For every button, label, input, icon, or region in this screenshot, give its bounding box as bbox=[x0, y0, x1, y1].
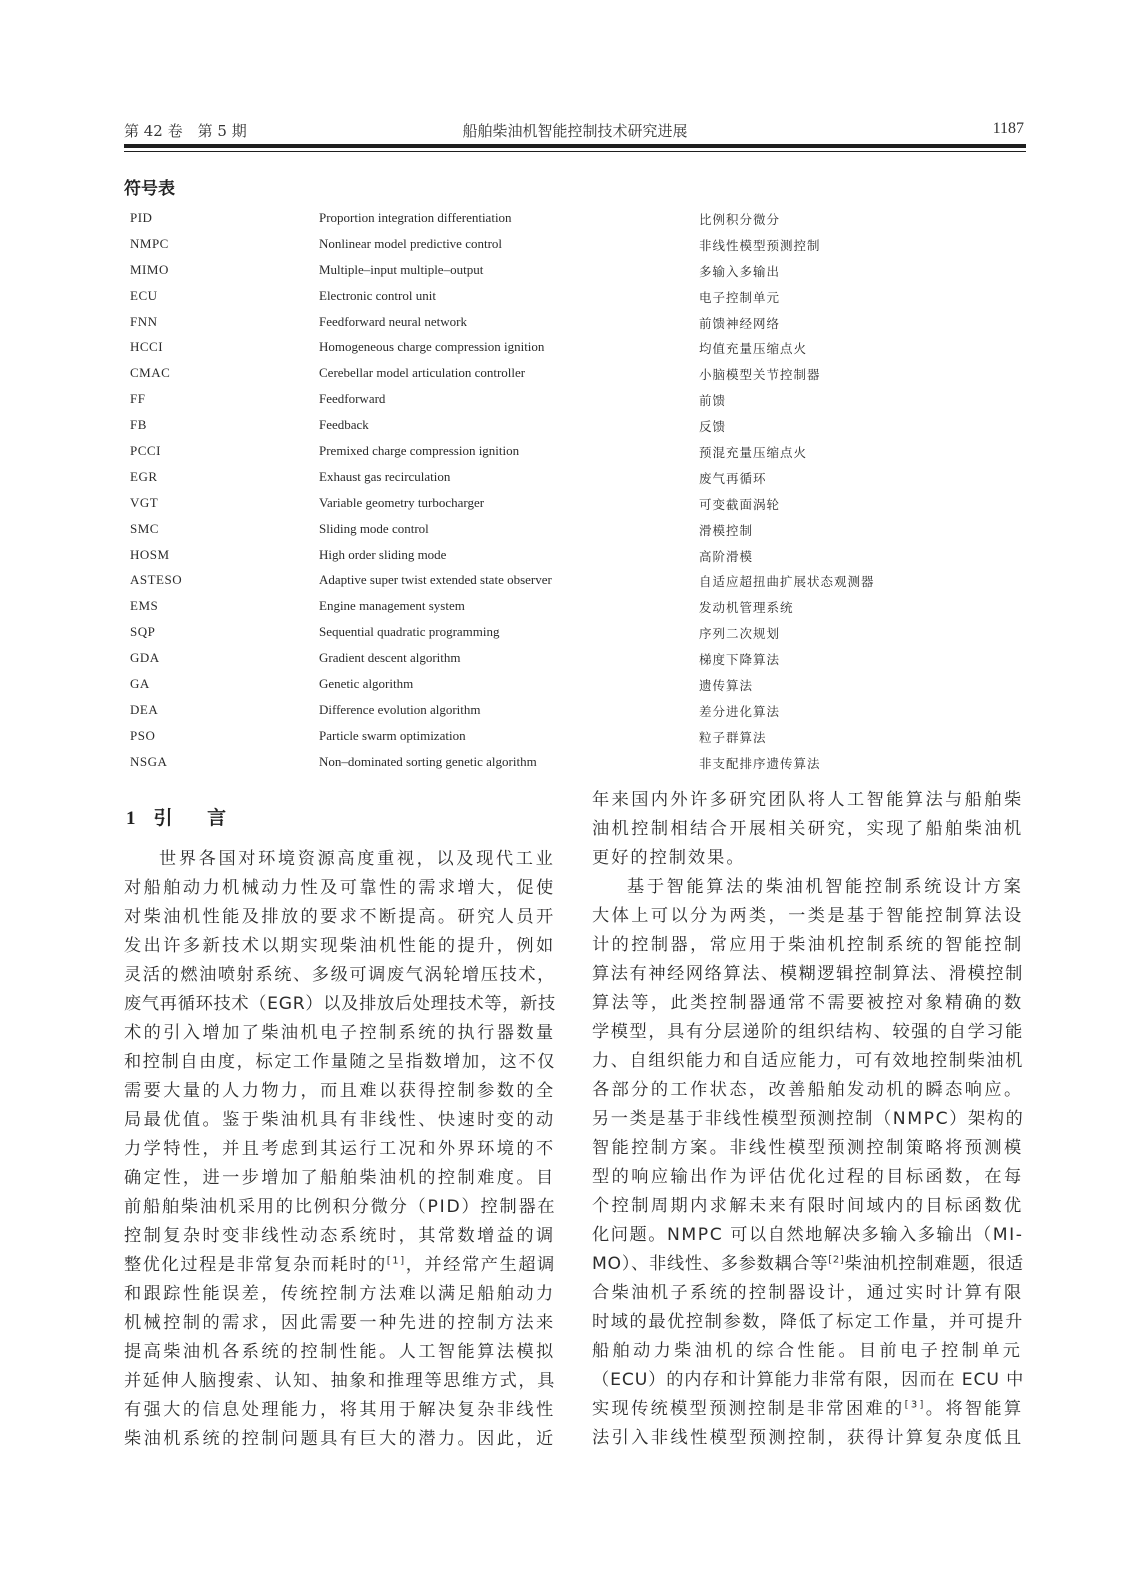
body-text-line: 对柴油机性能及排放的要求不断提高。研究人员开 bbox=[124, 907, 556, 927]
body-text-line: 世界各国对环境资源高度重视，以及现代工业 bbox=[159, 849, 556, 869]
symbol-english: Homogeneous charge compression ignition bbox=[319, 339, 545, 355]
citation-marker[interactable]: [2] bbox=[828, 1254, 845, 1266]
symbol-chinese: 比例积分微分 bbox=[699, 212, 781, 227]
body-text-line: 算法有神经网络算法、模糊逻辑控制算法、滑模控制 bbox=[592, 964, 1024, 984]
body-text-line: 机械控制的需求，因此需要一种先进的控制方法来 bbox=[124, 1313, 556, 1333]
body-text-line: 学模型，具有分层递阶的组织结构、较强的自学习能 bbox=[592, 1022, 1024, 1042]
symbol-abbreviation: MIMO bbox=[130, 261, 169, 277]
symbol-english: Exhaust gas recirculation bbox=[319, 468, 451, 484]
body-text-line: 前船舶柴油机采用的比例积分微分（PID）控制器在 bbox=[124, 1197, 556, 1217]
symbol-english: Adaptive super twist extended state observer bbox=[319, 572, 552, 588]
volume-issue: 第 42 卷 第 5 期 bbox=[124, 122, 247, 140]
symbol-abbreviation: HCCI bbox=[130, 339, 164, 355]
body-text-line: （ECU）的内存和计算能力非常有限，因而在 ECU 中 bbox=[592, 1370, 1024, 1390]
symbol-chinese: 反馈 bbox=[699, 419, 727, 435]
symbol-chinese: 非线性模型预测控制 bbox=[699, 237, 821, 253]
symbol-chinese: 序列二次规划 bbox=[699, 626, 781, 642]
symbol-chinese: 小脑模型关节控制器 bbox=[699, 367, 821, 383]
symbol-english: Feedforward neural network bbox=[319, 313, 467, 329]
symbol-chinese: 多输入多输出 bbox=[699, 263, 781, 279]
symbol-abbreviation: FNN bbox=[130, 313, 158, 329]
symbol-english: Non–dominated sorting genetic algorithm bbox=[319, 753, 537, 769]
symbol-table-title: 符号表 bbox=[124, 179, 175, 199]
symbol-abbreviation: GDA bbox=[130, 650, 160, 666]
body-text-line: 船舶动力柴油机的综合性能。目前电子控制单元 bbox=[592, 1341, 1024, 1361]
symbol-abbreviation: HOSM bbox=[130, 546, 170, 562]
body-text-line: 控制复杂时变非线性动态系统时，其常数增益的调 bbox=[124, 1226, 556, 1246]
symbol-abbreviation: PID bbox=[130, 210, 153, 225]
body-text-line: MO）、非线性、多参数耦合等[2]柴油机控制难题，很适 bbox=[592, 1254, 1024, 1274]
symbol-row bbox=[130, 363, 1010, 389]
body-text-line: 力、自组织能力和自适应能力，可有效地控制柴油机 bbox=[592, 1051, 1024, 1071]
header-rule-thin bbox=[124, 151, 1026, 152]
symbol-english: Nonlinear model predictive control bbox=[319, 235, 503, 251]
body-text-line: 时域的最优控制参数，降低了标定工作量，并可提升 bbox=[592, 1312, 1024, 1332]
body-text-line: 灵活的燃油喷射系统、多级可调废气涡轮增压技术， bbox=[124, 965, 556, 985]
symbol-row bbox=[130, 208, 1010, 234]
symbol-abbreviation: SQP bbox=[130, 624, 156, 640]
symbol-english: Feedforward bbox=[319, 391, 386, 407]
symbol-abbreviation: CMAC bbox=[130, 365, 171, 381]
page-number: 1187 bbox=[992, 120, 1024, 137]
symbol-row bbox=[130, 726, 1010, 752]
symbol-abbreviation: DEA bbox=[130, 701, 159, 717]
symbol-chinese: 均值充量压缩点火 bbox=[699, 341, 808, 357]
symbol-row bbox=[130, 752, 1010, 778]
running-header bbox=[124, 118, 1026, 142]
symbol-row bbox=[130, 674, 1010, 700]
symbol-row bbox=[130, 519, 1010, 545]
symbol-chinese: 废气再循环 bbox=[699, 470, 767, 486]
body-text-line: 实现传统模型预测控制是非常困难的[3]。将智能算 bbox=[592, 1399, 1024, 1419]
symbol-abbreviation: FF bbox=[130, 391, 146, 407]
symbol-abbreviation: NSGA bbox=[130, 753, 168, 769]
body-text-line: 另一类是基于非线性模型预测控制（NMPC）架构的 bbox=[592, 1109, 1024, 1129]
symbol-english: Electronic control unit bbox=[319, 287, 436, 303]
body-text-line: 需要大量的人力物力，而且难以获得控制参数的全 bbox=[124, 1081, 556, 1101]
symbol-abbreviation: EGR bbox=[130, 468, 158, 484]
symbol-english: Particle swarm optimization bbox=[319, 727, 466, 743]
body-text-line: 提高柴油机各系统的控制性能。人工智能算法模拟 bbox=[124, 1342, 556, 1362]
header-rule-thick bbox=[124, 144, 1026, 148]
body-text-line: 发出许多新技术以期实现柴油机性能的提升，例如 bbox=[124, 936, 556, 956]
symbol-row bbox=[130, 622, 1010, 648]
body-text-line: 计的控制器，常应用于柴油机控制系统的智能控制 bbox=[592, 935, 1024, 955]
body-text-line: 有强大的信息处理能力，将其用于解决复杂非线性 bbox=[124, 1400, 556, 1420]
body-column-left bbox=[124, 845, 556, 1454]
symbol-chinese: 发动机管理系统 bbox=[699, 600, 794, 616]
symbol-row bbox=[130, 312, 1010, 338]
citation-marker[interactable]: [3] bbox=[904, 1399, 926, 1411]
symbol-table bbox=[130, 208, 1010, 778]
symbol-chinese: 粒子群算法 bbox=[699, 729, 767, 745]
symbol-chinese: 可变截面涡轮 bbox=[699, 496, 781, 512]
body-text-line: 各部分的工作状态，改善船舶发动机的瞬态响应。 bbox=[592, 1080, 1024, 1100]
symbol-english: Genetic algorithm bbox=[319, 676, 414, 692]
symbol-english: Proportion integration differentiation bbox=[319, 210, 512, 225]
body-text-line: 智能控制方案。非线性模型预测控制策略将预测模 bbox=[592, 1138, 1024, 1158]
body-text-line: 合柴油机子系统的控制器设计，通过实时计算有限 bbox=[592, 1283, 1024, 1303]
symbol-chinese: 高阶滑模 bbox=[699, 548, 754, 564]
symbol-abbreviation: NMPC bbox=[130, 235, 169, 251]
body-column-right bbox=[592, 786, 1024, 1453]
symbol-row bbox=[130, 570, 1010, 596]
symbol-english: Premixed charge compression ignition bbox=[319, 443, 520, 459]
symbol-english: Gradient descent algorithm bbox=[319, 650, 461, 666]
body-text-line: 术的引入增加了柴油机电子控制系统的执行器数量 bbox=[124, 1023, 556, 1043]
body-text-line: 力学特性，并且考虑到其运行工况和外界环境的不 bbox=[124, 1139, 556, 1159]
symbol-row bbox=[130, 389, 1010, 415]
symbol-abbreviation: SMC bbox=[130, 520, 159, 536]
symbol-english: Variable geometry turbocharger bbox=[319, 494, 485, 510]
body-text-line: 对船舶动力机械动力性及可靠性的需求增大，促使 bbox=[124, 878, 556, 898]
symbol-abbreviation: ASTESO bbox=[130, 572, 183, 588]
symbol-row bbox=[130, 648, 1010, 674]
symbol-chinese: 自适应超扭曲扩展状态观测器 bbox=[699, 574, 875, 590]
body-text-line: 年来国内外许多研究团队将人工智能算法与船舶柴 bbox=[592, 790, 1024, 810]
symbol-chinese: 前馈神经网络 bbox=[699, 315, 781, 331]
symbol-chinese: 非支配排序遗传算法 bbox=[699, 755, 821, 771]
symbol-chinese: 预混充量压缩点火 bbox=[699, 445, 808, 461]
symbol-english: Sliding mode control bbox=[319, 520, 429, 536]
body-text-line: 柴油机系统的控制问题具有巨大的潜力。因此，近 bbox=[124, 1429, 556, 1449]
body-text-line: 基于智能算法的柴油机智能控制系统设计方案 bbox=[627, 877, 1024, 897]
symbol-english: High order sliding mode bbox=[319, 546, 447, 562]
body-text-line: 和控制自由度，标定工作量随之呈指数增加，这不仅 bbox=[124, 1052, 556, 1072]
symbol-chinese: 滑模控制 bbox=[699, 522, 754, 538]
symbol-english: Cerebellar model articulation controller bbox=[319, 365, 526, 381]
symbol-abbreviation: PCCI bbox=[130, 443, 161, 459]
symbol-abbreviation: EMS bbox=[130, 598, 159, 614]
symbol-chinese: 梯度下降算法 bbox=[699, 652, 781, 668]
body-text-line: 整优化过程是非常复杂而耗时的[1]，并经常产生超调 bbox=[124, 1255, 556, 1275]
symbol-row bbox=[130, 467, 1010, 493]
body-text-line: 型的响应输出作为评估优化过程的目标函数，在每 bbox=[592, 1167, 1024, 1187]
body-text-line: 确定性，进一步增加了船舶柴油机的控制难度。目 bbox=[124, 1168, 556, 1188]
symbol-abbreviation: GA bbox=[130, 676, 150, 692]
section-title: 引 言 bbox=[153, 807, 241, 829]
citation-marker[interactable]: [1] bbox=[386, 1255, 406, 1267]
symbol-chinese: 遗传算法 bbox=[699, 678, 754, 694]
body-text-line: 更好的控制效果。 bbox=[592, 848, 746, 868]
symbol-english: Sequential quadratic programming bbox=[319, 624, 500, 640]
symbol-row bbox=[130, 337, 1010, 363]
journal-running-title: 船舶柴油机智能控制技术研究进展 bbox=[462, 122, 688, 140]
symbol-abbreviation: VGT bbox=[130, 494, 159, 510]
body-text-line: 个控制周期内求解未来有限时间域内的目标函数优 bbox=[592, 1196, 1024, 1216]
symbol-english: Multiple–input multiple–output bbox=[319, 261, 484, 277]
symbol-english: Feedback bbox=[319, 417, 369, 433]
body-text-line: 法引入非线性模型预测控制，获得计算复杂度低且 bbox=[592, 1428, 1024, 1448]
body-text-line: 油机控制相结合开展相关研究，实现了船舶柴油机 bbox=[592, 819, 1024, 839]
body-text-line: 算法等，此类控制器通常不需要被控对象精确的数 bbox=[592, 993, 1024, 1013]
symbol-row bbox=[130, 596, 1010, 622]
symbol-english: Engine management system bbox=[319, 598, 465, 614]
symbol-chinese: 差分进化算法 bbox=[699, 703, 781, 719]
symbol-chinese: 电子控制单元 bbox=[699, 289, 781, 305]
symbol-row bbox=[130, 234, 1010, 260]
symbol-row bbox=[130, 545, 1010, 571]
symbol-row bbox=[130, 441, 1010, 467]
body-text-line: 化问题。NMPC 可以自然地解决多输入多输出（MI- bbox=[592, 1225, 1024, 1245]
symbol-abbreviation: FB bbox=[130, 417, 147, 433]
symbol-abbreviation: PSO bbox=[130, 727, 156, 743]
symbol-row bbox=[130, 493, 1010, 519]
body-text-line: 废气再循环技术（EGR）以及排放后处理技术等，新技 bbox=[124, 994, 556, 1014]
body-text-line: 大体上可以分为两类，一类是基于智能控制算法设 bbox=[592, 906, 1024, 926]
symbol-row bbox=[130, 700, 1010, 726]
symbol-row bbox=[130, 415, 1010, 441]
symbol-english: Difference evolution algorithm bbox=[319, 701, 481, 717]
section-heading bbox=[126, 803, 240, 830]
body-text-line: 局最优值。鉴于柴油机具有非线性、快速时变的动 bbox=[124, 1110, 556, 1130]
symbol-abbreviation: ECU bbox=[130, 287, 158, 303]
symbol-chinese: 前馈 bbox=[699, 393, 727, 409]
symbol-row bbox=[130, 286, 1010, 312]
symbol-row bbox=[130, 260, 1010, 286]
section-number: 1 bbox=[126, 808, 136, 829]
body-text-line: 并延伸人脑搜索、认知、抽象和推理等思维方式，具 bbox=[124, 1371, 556, 1391]
body-text-line: 和跟踪性能误差，传统控制方法难以满足船舶动力 bbox=[124, 1284, 556, 1304]
